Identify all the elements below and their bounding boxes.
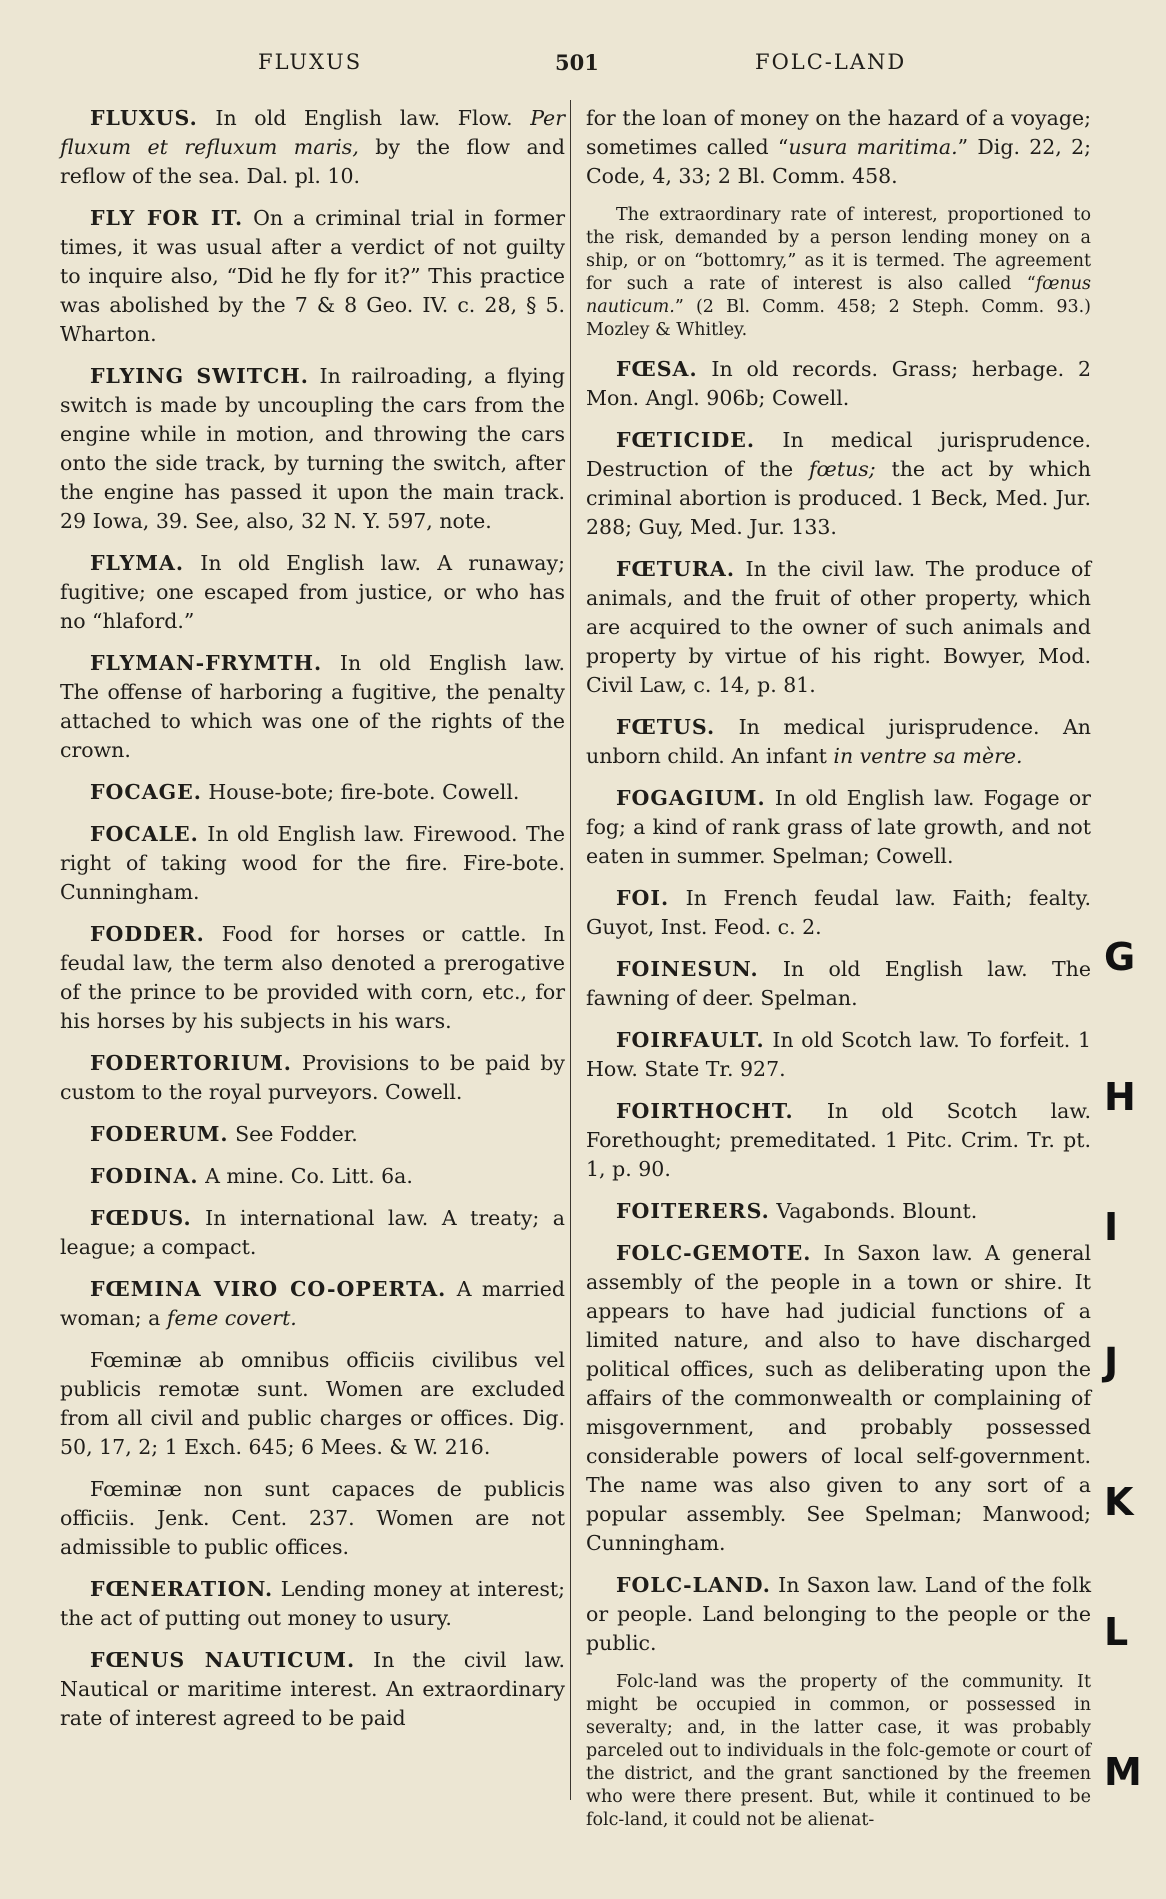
thumb-index-letter: L [1104, 1610, 1129, 1654]
entry-text: In old English law. The fawning of deer. Spelman. [586, 957, 1091, 1010]
thumb-index-letter: H [1104, 1075, 1136, 1119]
entry-text: Lending money at interest; the act of putting out money to usury. [60, 1577, 565, 1630]
entry-italic-text: feme covert. [166, 1306, 297, 1330]
entry-text: In old English law. The offense of harboring a fugitive, the penalty attached to which was one of the rights of the crown. [60, 651, 565, 762]
entry-text: In old Scotch law. Forethought; premeditated. 1 Pitc. Crim. Tr. pt. 1, p. 90. [586, 1099, 1091, 1181]
entry-headword: FODERTORIUM. [90, 1051, 292, 1075]
thumb-index-letter: J [1104, 1340, 1119, 1384]
entry-text-continued: ” Dig. 22, 2; Code, 4, 33; 2 Bl. Comm. 458. [586, 135, 1092, 188]
entry-text: A married woman; a [60, 1277, 565, 1330]
dictionary-entry [60, 362, 565, 536]
entry-text: In old records. Grass; herbage. 2 Mon. Angl. 906b; Cowell. [586, 357, 1091, 410]
entry-headword: FŒTICIDE. [616, 428, 756, 452]
entry-text: On a criminal trial in former times, it was usual after a verdict of not guilty to inquire also, “Did he fly for it?” This practice was abolished by the 7 & 8 Geo. IV. c. 28, § 5. Wharton. [60, 206, 565, 346]
entry-italic-text: fœnus nauticum. [586, 274, 1091, 317]
entry-headword: FLY FOR IT. [90, 206, 244, 230]
dictionary-entry [586, 784, 1091, 871]
entry-text-continued: ” (2 Bl. Comm. 458; 2 Steph. Comm. 93.) Mozley & Whitley. [586, 297, 1091, 340]
entry-text: In international law. A treaty; a league; a compact. [60, 1206, 565, 1259]
entry-text: In Saxon law. Land of the folk or people. Land belonging to the people or the public. [586, 1573, 1091, 1655]
dictionary-entry [60, 1346, 565, 1462]
entry-text: In Saxon law. A general assembly of the people in a town or shire. It appears to have had judicial functions of a limited nature, and also to have discharged political offices, such as deliberating upon the affairs of the commonwealth or complaining of misgovernment, and probably possessed considerable powers of local self-government. The name was also given to any sort of a popular assembly. See Spelman; Manwood; Cunningham. [586, 1241, 1091, 1555]
header-right-guide-word: FOLC-LAND [755, 50, 907, 74]
entry-text: Folc-land was the property of the community. It might be occupied in common, or possessed in severalty; and, in the latter case, it was probably parceled out to individuals in the folc-gemote or court of the district, and the grant sanctioned by the freemen who were there present. But, while it continued to be folc-land, it could not be alienat- [586, 1672, 1091, 1830]
dictionary-entry [60, 778, 565, 807]
entry-headword: FŒDUS. [90, 1206, 192, 1230]
entry-text: In the civil law. Nautical or maritime interest. An extraordinary rate of interest agreed to be paid [60, 1648, 565, 1730]
column-divider [570, 100, 571, 1800]
dictionary-entry [586, 355, 1091, 413]
header-left-guide-word: FLUXUS [258, 50, 363, 74]
entry-headword: FOCALE. [90, 822, 199, 846]
dictionary-entry [60, 1646, 565, 1733]
dictionary-entry [586, 713, 1091, 771]
dictionary-entry [586, 884, 1091, 942]
entry-headword: FŒSA. [616, 357, 698, 381]
dictionary-entry [60, 820, 565, 907]
dictionary-entry [60, 1204, 565, 1262]
entry-headword: FOIRTHOCHT. [616, 1099, 794, 1123]
dictionary-entry [586, 555, 1091, 700]
entry-text: House-bote; fire-bote. Cowell. [201, 780, 520, 804]
entry-text: In old English law. Flow. [197, 106, 531, 130]
dictionary-entry [60, 204, 565, 349]
entry-italic-text: usura maritima. [788, 135, 958, 159]
dictionary-entry [60, 1475, 565, 1562]
dictionary-entry [586, 1571, 1091, 1658]
dictionary-entry [60, 920, 565, 1036]
dictionary-entry [586, 1197, 1091, 1226]
entry-text: In French feudal law. Faith; fealty. Guyot, Inst. Feod. c. 2. [586, 886, 1091, 939]
entry-text: In medical jurisprudence. An unborn child. An infant [586, 715, 1091, 768]
entry-headword: FODINA. [90, 1164, 199, 1188]
dictionary-entry [586, 204, 1091, 342]
entry-text: See Fodder. [228, 1122, 358, 1146]
entry-italic-text: Per fluxum et refluxum maris, [60, 106, 565, 159]
dictionary-entry [60, 1162, 565, 1191]
dictionary-entry [60, 1275, 565, 1333]
entry-headword: FOCAGE. [90, 780, 202, 804]
entry-headword: FŒMINA VIRO CO-OPERTA. [90, 1277, 447, 1301]
dictionary-entry [60, 1575, 565, 1633]
dictionary-entry [586, 1097, 1091, 1184]
entry-headword: FOI. [616, 886, 670, 910]
entry-headword: FODDER. [90, 922, 205, 946]
dictionary-entry [586, 955, 1091, 1013]
entry-text: In old English law. Fogage or fog; a kind of rank grass of late growth, and not eaten in summer. Spelman; Cowell. [586, 786, 1091, 868]
dictionary-entry [586, 1671, 1091, 1832]
entry-text: In medical jurisprudence. Destruction of the [586, 428, 1091, 481]
running-header [0, 50, 1166, 86]
entry-headword: FLYMAN-FRYMTH. [90, 651, 323, 675]
entry-headword: FŒNERATION. [90, 1577, 274, 1601]
entry-headword: FŒTUS. [616, 715, 716, 739]
entry-headword: FOLC-GEMOTE. [616, 1241, 812, 1265]
entry-headword: FŒTURA. [616, 557, 735, 581]
entry-text: for the loan of money on the hazard of a voyage; sometimes called “ [586, 106, 1091, 159]
dictionary-entry [60, 649, 565, 765]
dictionary-entry [60, 1120, 565, 1149]
entry-text: In the civil law. The produce of animals, and the fruit of other property, which are acquired to the owner of such animals and property by virtue of his right. Bowyer, Mod. Civil Law, c. 14, p. 81. [586, 557, 1091, 697]
thumb-index-letter: G [1104, 935, 1136, 979]
entry-italic-text: fœtus; [808, 457, 876, 481]
dictionary-entry [60, 549, 565, 636]
entry-text: The extraordinary rate of interest, proportioned to the risk, demanded by a person lending money on a ship, or on “bottomry,” as it is termed. The agreement for such a rate of interest is also called “ [586, 205, 1091, 294]
entry-text: Food for horses or cattle. In feudal law, the term also denoted a prerogative of the prince to be provided with corn, etc., for his horses by his subjects in his wars. [60, 922, 565, 1033]
entry-text: In old English law. Firewood. The right of taking wood for the fire. Fire-bote. Cunningham. [60, 822, 565, 904]
entry-headword: FOGAGIUM. [616, 786, 766, 810]
entry-text: Fœminæ ab omnibus officiis civilibus vel publicis remotæ sunt. Women are excluded from all civil and public charges or offices. Dig. 50, 17, 2; 1 Exch. 645; 6 Mees. & W. 216. [60, 1348, 565, 1459]
thumb-index-letter: K [1104, 1480, 1134, 1524]
page-number: 501 [555, 50, 599, 75]
entry-headword: FLYMA. [90, 551, 185, 575]
entry-text-continued: the act by which criminal abortion is produced. 1 Beck, Med. Jur. 288; Guy, Med. Jur. 133. [586, 457, 1091, 539]
entry-headword: FOLC-LAND. [616, 1573, 771, 1597]
dictionary-entry [60, 1049, 565, 1107]
dictionary-entry [586, 426, 1091, 542]
entry-headword: FOITERERS. [616, 1199, 770, 1223]
entry-text: In old English law. A runaway; fugitive; one escaped from justice, or who has no “hlaford.” [60, 551, 565, 633]
left-column [60, 104, 565, 1746]
entry-text-continued: by the flow and reflow of the sea. Dal. pl. 10. [60, 135, 566, 188]
entry-text: Provisions to be paid by custom to the royal purveyors. Cowell. [60, 1051, 565, 1104]
thumb-index-letter: I [1104, 1205, 1119, 1249]
dictionary-entry [586, 104, 1091, 191]
thumb-index-letter: M [1104, 1750, 1142, 1794]
entry-text: In railroading, a flying switch is made by uncoupling the cars from the engine while in motion, and throwing the cars onto the side track, by turning the switch, after the engine has passed it upon the main track. 29 Iowa, 39. See, also, 32 N. Y. 597, note. [60, 364, 565, 533]
entry-headword: FLYING SWITCH. [90, 364, 309, 388]
entry-headword: FOINESUN. [616, 957, 759, 981]
entry-text: Vagabonds. Blount. [769, 1199, 978, 1223]
dictionary-entry [60, 104, 565, 191]
dictionary-entry [586, 1239, 1091, 1558]
entry-italic-text: in ventre sa mère. [833, 744, 1023, 768]
right-column [586, 104, 1091, 1845]
entry-headword: FŒNUS NAUTICUM. [90, 1648, 356, 1672]
entry-headword: FOIRFAULT. [616, 1028, 765, 1052]
dictionary-entry [586, 1026, 1091, 1084]
entry-headword: FODERUM. [90, 1122, 229, 1146]
entry-text: In old Scotch law. To forfeit. 1 How. State Tr. 927. [586, 1028, 1091, 1081]
entry-headword: FLUXUS. [90, 106, 198, 130]
entry-text: A mine. Co. Litt. 6a. [198, 1164, 413, 1188]
entry-text: Fœminæ non sunt capaces de publicis officiis. Jenk. Cent. 237. Women are not admissible to public offices. [60, 1477, 565, 1559]
